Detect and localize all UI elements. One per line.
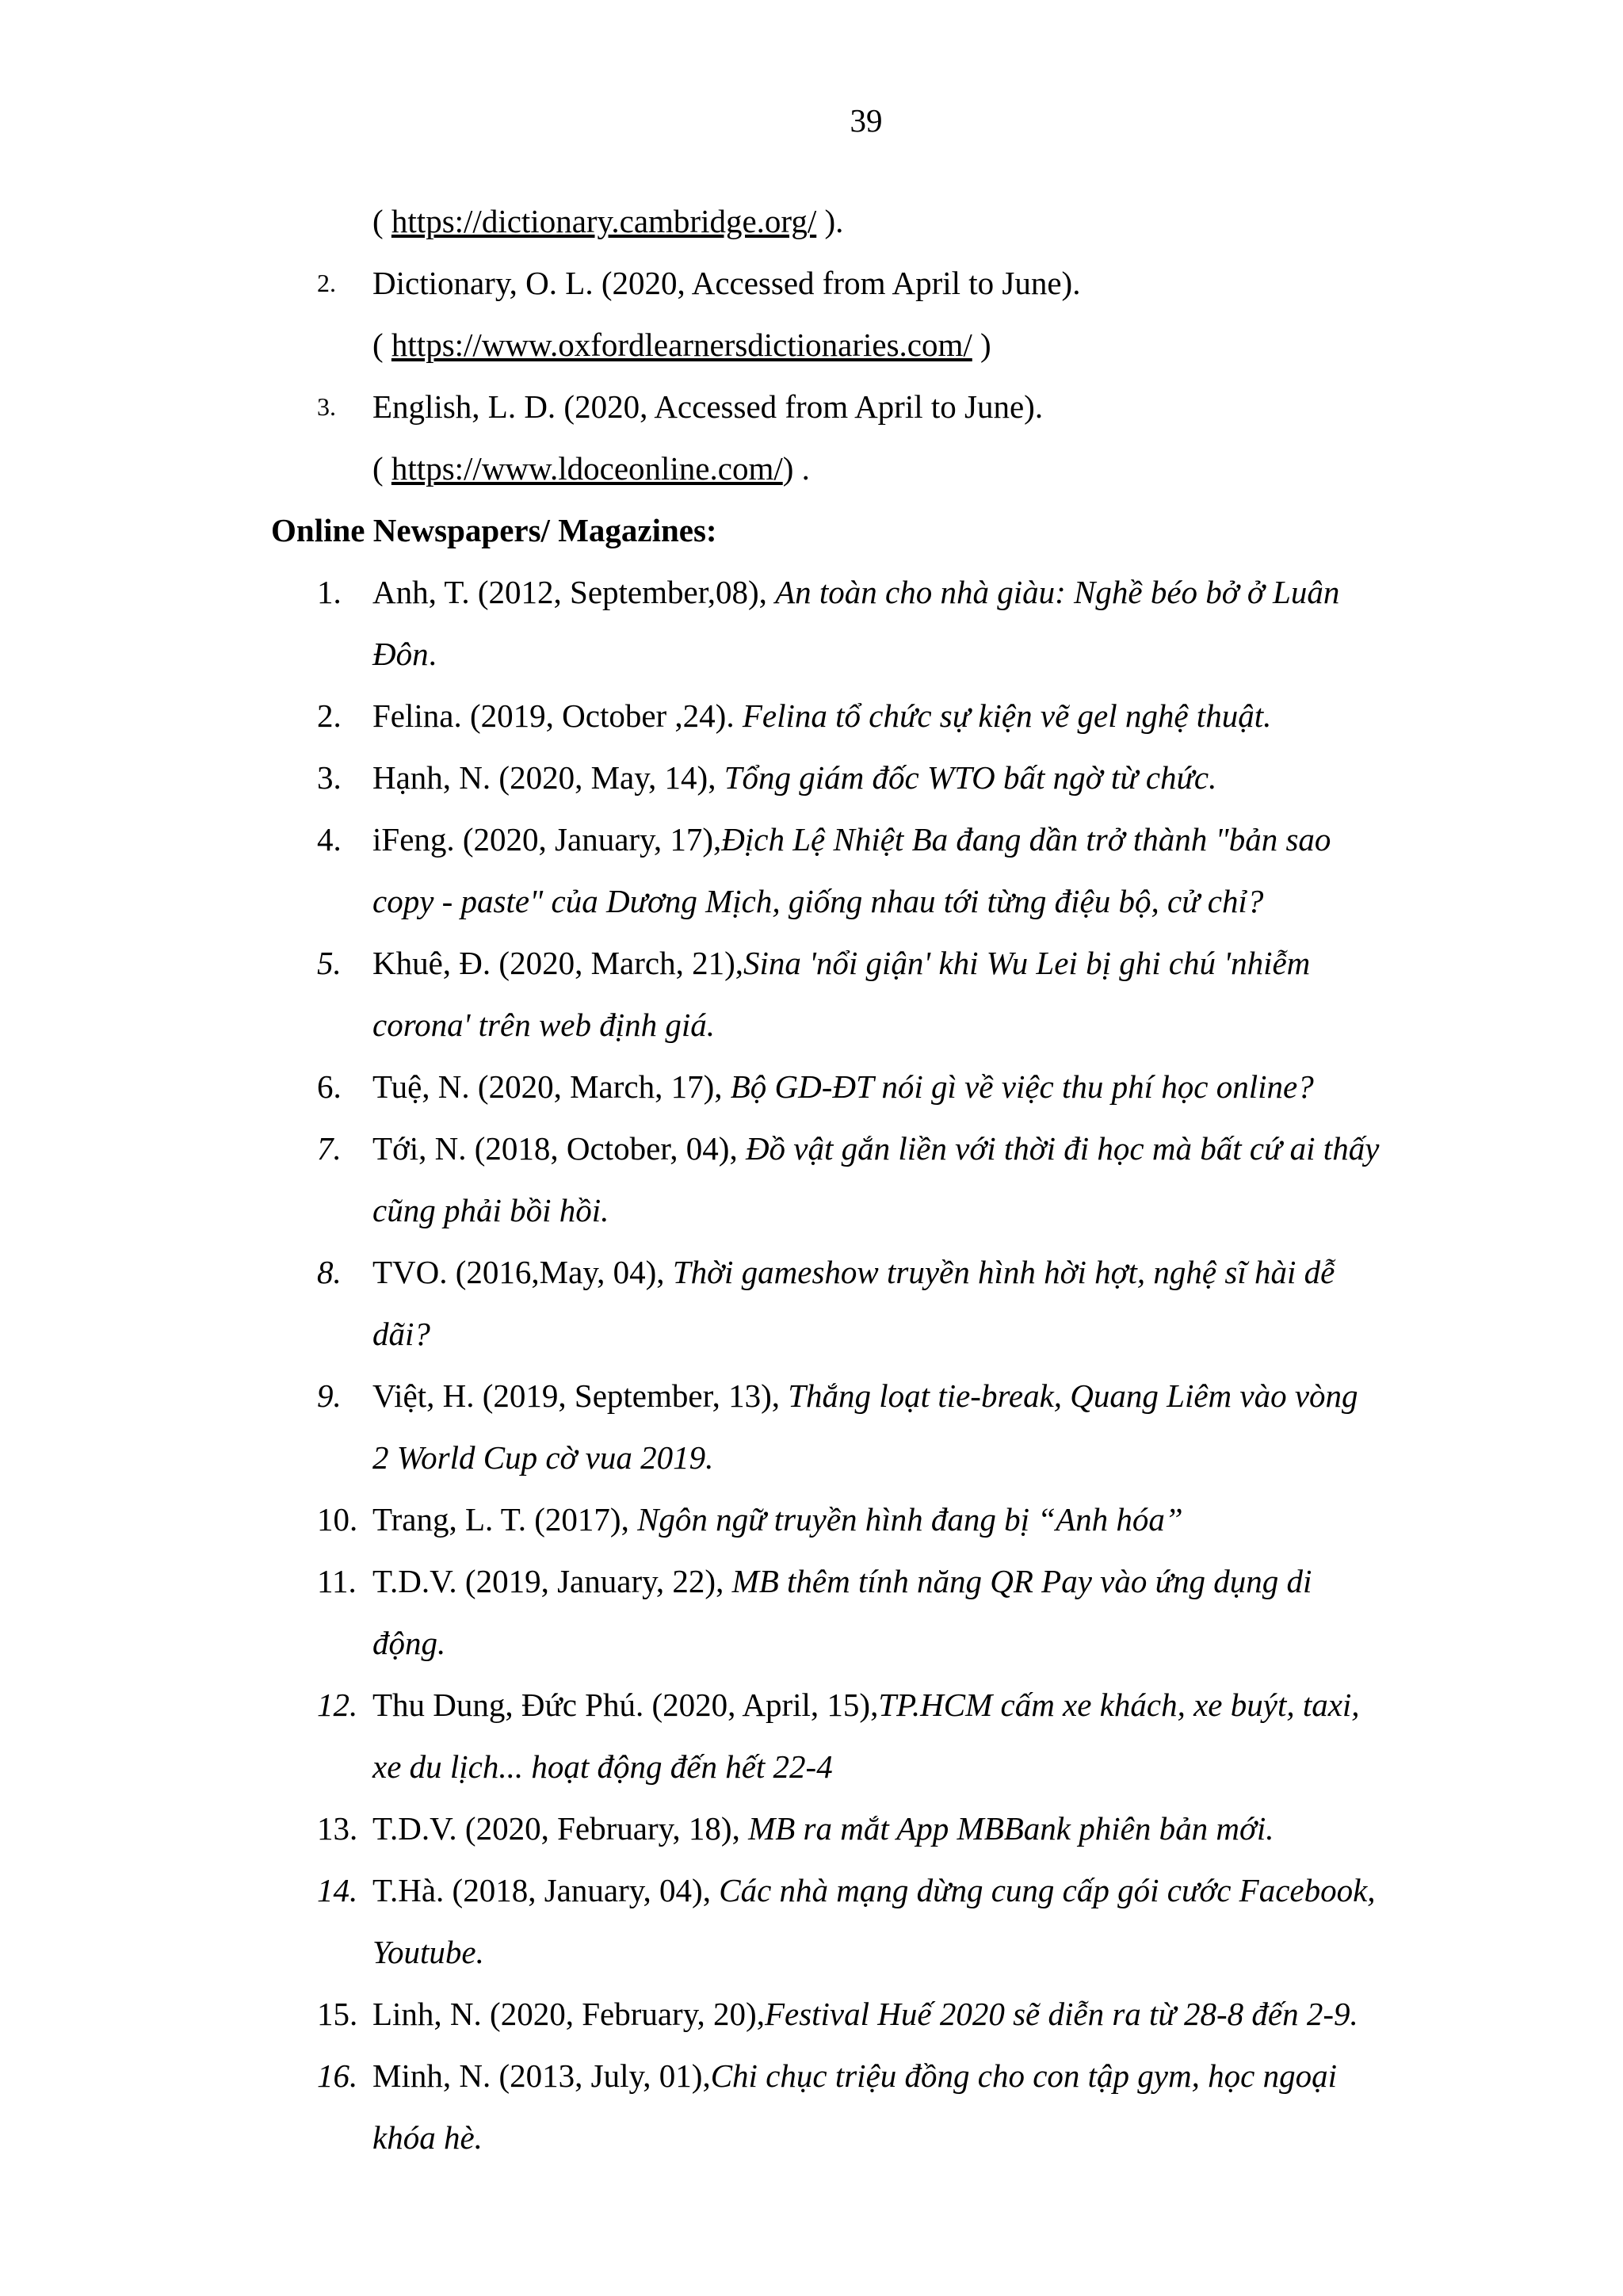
reference-text [372,2045,1337,2107]
newspaper-list [271,561,1571,2168]
oxford-link[interactable]: https://www.oxfordlearnersdictionaries.com/ [391,327,972,363]
reference-text: English, L. D. (2020, Accessed from April to June). [372,388,1044,425]
article-title: Chi chục triệu đồng cho con tập gym, học ngoại [710,2057,1337,2094]
article-title: Bộ GD-ĐT nói gì về việc thu phí học online? [730,1068,1314,1105]
article-title: MB ra mắt App MBBank phiên bản mới. [748,1810,1274,1847]
reference-source: T.Hà. (2018, January, 04), [372,1872,720,1908]
reference-text [372,808,1331,870]
reference-source: Linh, N. (2020, February, 20), [372,1996,765,2032]
reference-text [372,1179,609,1241]
newspaper-item-continuation [271,1736,1571,1797]
newspaper-item [271,1488,1571,1550]
newspaper-item-continuation [271,1303,1571,1365]
reference-source: Việt, H. (2019, September, 13), [372,1377,789,1414]
newspaper-item [271,685,1571,747]
reference-text [372,1117,1379,1179]
dictionary-item-2 [271,252,1571,314]
newspaper-item-continuation [271,2107,1571,2168]
article-title-continued: dãi? [372,1316,430,1352]
article-title: Các nhà mạng dừng cung cấp gói cước Facebook, [719,1872,1376,1908]
newspaper-item-continuation [271,1179,1571,1241]
reference-text: Dictionary, O. L. (2020, Accessed from April to June). [372,265,1081,301]
reference-text [372,685,1271,747]
newspaper-item [271,932,1571,994]
reference-text [372,1241,1335,1303]
reference-text [372,1859,1376,1921]
reference-text [372,1427,713,1488]
article-title: Thời gameshow truyền hình hời hợt, nghệ sĩ hài dễ [672,1254,1335,1290]
list-number: 10. [317,1501,358,1538]
reference-text [372,747,1216,808]
reference-source: Tới, N. (2018, October, 04), [372,1130,746,1167]
reference-source: Hạnh, N. (2020, May, 14), [372,759,724,796]
newspaper-item [271,561,1571,623]
reference-text [372,870,1263,932]
newspaper-item [271,1983,1571,2045]
references-content [271,190,1571,2168]
reference-text [372,1736,833,1797]
article-title: Felina tổ chức sự kiện vẽ gel nghệ thuật. [742,697,1272,734]
reference-source: Tuệ, N. (2020, March, 17), [372,1068,731,1105]
newspaper-item-continuation [271,870,1571,932]
article-title: TP.HCM cấm xe khách, xe buýt, taxi, [878,1687,1360,1723]
list-number: 6. [317,1068,342,1105]
link-open-paren: ( [372,327,391,363]
link-close-paren: ). [816,203,844,239]
list-number: 4. [317,821,342,858]
reference-text [372,1797,1274,1859]
reference-text [372,1550,1312,1612]
list-number: 2. [317,697,342,734]
article-title: MB thêm tính năng QR Pay vào ứng dụng di [731,1563,1312,1599]
list-number: 3. [317,759,342,796]
newspaper-item [271,1859,1571,1921]
article-title: An toàn cho nhà giàu: Nghề béo bở ở Luân [775,574,1340,610]
reference-source: iFeng. (2020, January, 17), [372,821,722,858]
article-title-continued: 2 World Cup cờ vua 2019. [372,1439,714,1476]
reference-text [372,561,1339,623]
article-title: Địch Lệ Nhiệt Ba đang dần trở thành "bản sao [721,821,1331,858]
newspaper-item [271,1117,1571,1179]
newspaper-item-continuation [271,994,1571,1056]
list-number: 13. [317,1810,358,1847]
newspaper-item [271,1056,1571,1117]
reference-text [372,1674,1360,1736]
longman-link[interactable]: https://www.ldoceonline.com/ [391,450,783,487]
reference-source: Thu Dung, Đức Phú. (2020, April, 15), [372,1687,879,1723]
dictionary-item-2-link [271,314,1571,376]
link-open-paren: ( [372,203,391,239]
reference-text [372,1056,1314,1117]
reference-text [372,932,1310,994]
link-open-paren: ( [372,450,391,487]
reference-source: Minh, N. (2013, July, 01), [372,2057,711,2094]
newspaper-item [271,1797,1571,1859]
section-heading [271,499,1571,561]
article-title: Sina 'nổi giận' khi Wu Lei bị ghi chú 'nhiễm [743,945,1311,981]
trailing-period: . [428,636,437,672]
article-title-continued: Youtube. [372,1934,484,1970]
dictionary-item-3-link [271,437,1571,499]
newspaper-item [271,1365,1571,1427]
reference-source: TVO. (2016,May, 04), [372,1254,673,1290]
newspaper-item-continuation [271,623,1571,685]
reference-text [372,2107,483,2168]
article-title: Ngôn ngữ truyền hình đang bị “Anh hóa” [637,1501,1183,1538]
reference-text [372,1488,1183,1550]
dictionary-item-3 [271,376,1571,437]
reference-text [372,1365,1358,1427]
list-number: 3. [317,392,336,421]
page-number: 39 [850,102,883,139]
article-title: Festival Huế 2020 sẽ diễn ra từ 28-8 đến 2-9. [764,1996,1358,2032]
article-title-continued: Đôn [372,636,429,672]
newspaper-item-continuation [271,1427,1571,1488]
dictionary-item-1-continuation [271,190,1571,252]
article-title: Thắng loạt tie-break, Quang Liêm vào vòng [788,1377,1358,1414]
list-number: 5. [317,945,342,981]
reference-text [372,623,437,685]
article-title-continued: copy - paste" của Dương Mịch, giống nhau tới từng điệu bộ, cử chỉ? [372,883,1264,919]
reference-source: Anh, T. (2012, September,08), [372,574,776,610]
list-number: 8. [317,1254,342,1290]
list-number: 16. [317,2057,358,2094]
newspaper-item [271,808,1571,870]
list-number: 7. [317,1130,342,1167]
reference-text [372,994,715,1056]
newspaper-item [271,1241,1571,1303]
article-title: Đồ vật gắn liền với thời đi học mà bất cứ ai thấy [745,1130,1380,1167]
list-number: 14. [317,1872,358,1908]
article-title-continued: cũng phải bồi hồi. [372,1192,609,1228]
reference-source: T.D.V. (2020, February, 18), [372,1810,749,1847]
reference-source: Felina. (2019, October ,24). [372,697,743,734]
article-title-continued: động. [372,1625,446,1661]
newspaper-item [271,1550,1571,1612]
link-close-paren: ) [972,327,991,363]
reference-text [372,1303,430,1365]
list-number: 1. [317,574,342,610]
reference-text [372,1921,484,1983]
reference-source: T.D.V. (2019, January, 22), [372,1563,732,1599]
article-title-continued: corona' trên web định giá. [372,1007,716,1043]
link-close-paren: ) . [782,450,810,487]
reference-text [372,1983,1358,2045]
article-title-continued: khóa hè. [372,2119,483,2156]
list-number: 9. [317,1377,342,1414]
list-number: 15. [317,1996,358,2032]
reference-text [372,1612,445,1674]
reference-source: Trang, L. T. (2017), [372,1501,638,1538]
list-number: 12. [317,1687,358,1723]
reference-source: Khuê, Đ. (2020, March, 21), [372,945,743,981]
newspaper-item-continuation [271,1921,1571,1983]
article-title-continued: xe du lịch... hoạt động đến hết 22-4 [372,1748,833,1785]
newspaper-item [271,1674,1571,1736]
list-number: 2. [317,269,336,297]
newspaper-item [271,747,1571,808]
newspaper-item [271,2045,1571,2107]
list-number: 11. [317,1563,357,1599]
newspaper-item-continuation [271,1612,1571,1674]
article-title: Tổng giám đốc WTO bất ngờ từ chức. [724,759,1217,796]
cambridge-link[interactable]: https://dictionary.cambridge.org/ [391,203,817,239]
newspapers-heading: Online Newspapers/ Magazines: [271,512,717,548]
